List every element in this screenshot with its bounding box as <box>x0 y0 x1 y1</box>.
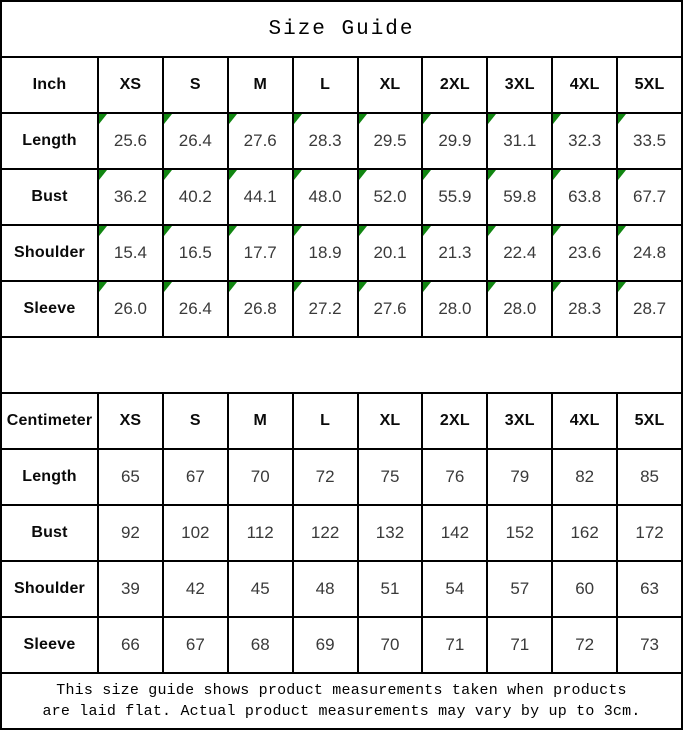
cell-flag-icon <box>553 114 561 124</box>
cell-value: 28.3 <box>308 131 342 150</box>
table-cell <box>486 114 551 168</box>
table-cell <box>551 170 616 224</box>
inch-shoulder-row <box>2 224 681 280</box>
table-cell <box>421 114 486 168</box>
cell-flag-icon <box>618 282 626 292</box>
table-cell <box>551 226 616 280</box>
table-cell <box>97 226 162 280</box>
cell-value: 29.5 <box>373 131 407 150</box>
table-cell <box>486 170 551 224</box>
column-header-xl: XL <box>357 58 422 112</box>
centimeter-sleeve-row <box>2 616 681 672</box>
table-cell <box>227 170 292 224</box>
cell-value: 24.8 <box>633 243 667 262</box>
table-cell: 65 <box>97 450 162 504</box>
cell-flag-icon <box>99 114 107 124</box>
cell-flag-icon <box>294 282 302 292</box>
cell-value: 31.1 <box>503 131 537 150</box>
cell-flag-icon <box>553 226 561 236</box>
table-cell: 48 <box>292 562 357 616</box>
table-cell: 45 <box>227 562 292 616</box>
column-header-l: L <box>292 394 357 448</box>
column-header-xs: XS <box>97 394 162 448</box>
cell-value: 63.8 <box>568 187 602 206</box>
table-cell: 102 <box>162 506 227 560</box>
cell-value: 22.4 <box>503 243 537 262</box>
cell-flag-icon <box>423 170 431 180</box>
inch-sleeve-row <box>2 280 681 336</box>
cell-flag-icon <box>488 170 496 180</box>
cell-value: 23.6 <box>568 243 602 262</box>
cell-flag-icon <box>423 226 431 236</box>
table-cell: 73 <box>616 618 681 672</box>
column-header-5xl: 5XL <box>616 58 681 112</box>
table-cell <box>97 170 162 224</box>
table-cell <box>421 226 486 280</box>
table-cell: 66 <box>97 618 162 672</box>
table-cell <box>227 226 292 280</box>
row-label: Sleeve <box>23 300 76 317</box>
table-cell: 68 <box>227 618 292 672</box>
cell-value: 27.2 <box>308 299 342 318</box>
cell-value: 17.7 <box>243 243 277 262</box>
column-header-3xl: 3XL <box>486 58 551 112</box>
column-header-3xl: 3XL <box>486 394 551 448</box>
table-cell <box>357 226 422 280</box>
column-header-m: M <box>227 394 292 448</box>
measurement-note-line2: are laid flat. Actual product measurements may vary by up to 3cm. <box>42 703 641 720</box>
cell-value: 36.2 <box>113 187 147 206</box>
cell-value: 26.4 <box>178 299 212 318</box>
table-cell <box>292 226 357 280</box>
table-cell <box>357 282 422 336</box>
table-cell: 70 <box>227 450 292 504</box>
table-cell <box>616 170 681 224</box>
table-cell <box>421 170 486 224</box>
table-cell: 85 <box>616 450 681 504</box>
cell-value: 59.8 <box>503 187 537 206</box>
inch-bust-row <box>2 168 681 224</box>
cell-value: 20.1 <box>373 243 407 262</box>
centimeter-length-row <box>2 448 681 504</box>
cell-flag-icon <box>99 282 107 292</box>
table-cell <box>162 170 227 224</box>
cell-flag-icon <box>99 170 107 180</box>
centimeter-shoulder-row <box>2 560 681 616</box>
centimeter-size-table <box>2 392 681 672</box>
cell-flag-icon <box>488 114 496 124</box>
table-cell: 112 <box>227 506 292 560</box>
cell-value: 67.7 <box>633 187 667 206</box>
table-cell <box>486 226 551 280</box>
column-header-xs: XS <box>97 58 162 112</box>
inch-size-table <box>2 56 681 336</box>
cell-value: 21.3 <box>438 243 472 262</box>
table-cell: 92 <box>97 506 162 560</box>
cell-value: 27.6 <box>243 131 277 150</box>
table-cell <box>292 170 357 224</box>
table-cell <box>486 282 551 336</box>
cell-value: 27.6 <box>373 299 407 318</box>
table-cell <box>97 282 162 336</box>
column-header-xl: XL <box>357 394 422 448</box>
cell-flag-icon <box>229 170 237 180</box>
cell-flag-icon <box>488 226 496 236</box>
table-cell: 71 <box>421 618 486 672</box>
cell-flag-icon <box>618 114 626 124</box>
cell-flag-icon <box>553 282 561 292</box>
row-label: Bust <box>31 188 68 205</box>
table-cell: 60 <box>551 562 616 616</box>
table-cell: 67 <box>162 450 227 504</box>
cell-value: 28.3 <box>568 299 602 318</box>
table-cell: 72 <box>551 618 616 672</box>
row-label: Shoulder <box>14 580 85 597</box>
table-cell <box>616 282 681 336</box>
cell-value: 26.4 <box>178 131 212 150</box>
table-cell <box>162 226 227 280</box>
table-cell <box>292 114 357 168</box>
table-cell: 132 <box>357 506 422 560</box>
column-header-2xl: 2XL <box>421 394 486 448</box>
row-label: Length <box>22 468 77 485</box>
table-cell: 162 <box>551 506 616 560</box>
table-cell <box>97 114 162 168</box>
cell-flag-icon <box>164 170 172 180</box>
table-cell: 39 <box>97 562 162 616</box>
table-cell: 57 <box>486 562 551 616</box>
column-header-5xl: 5XL <box>616 394 681 448</box>
cell-value: 26.0 <box>113 299 147 318</box>
table-cell: 70 <box>357 618 422 672</box>
row-label: Bust <box>31 524 68 541</box>
table-cell: 75 <box>357 450 422 504</box>
cell-flag-icon <box>164 282 172 292</box>
cell-flag-icon <box>294 170 302 180</box>
measurement-note-line1: This size guide shows product measurements taken when products <box>56 682 627 699</box>
table-cell <box>421 282 486 336</box>
column-header-l: L <box>292 58 357 112</box>
inch-header-row <box>2 56 681 112</box>
unit-header-centimeter: Centimeter <box>6 412 93 429</box>
measurement-note <box>2 672 681 728</box>
cell-flag-icon <box>164 226 172 236</box>
cell-flag-icon <box>229 282 237 292</box>
table-cell <box>616 226 681 280</box>
table-cell: 142 <box>421 506 486 560</box>
table-cell: 72 <box>292 450 357 504</box>
table-cell: 172 <box>616 506 681 560</box>
cell-flag-icon <box>164 114 172 124</box>
table-cell: 79 <box>486 450 551 504</box>
table-cell: 63 <box>616 562 681 616</box>
table-cell <box>227 282 292 336</box>
table-cell <box>357 170 422 224</box>
column-header-s: S <box>162 394 227 448</box>
cell-flag-icon <box>488 282 496 292</box>
cell-flag-icon <box>423 282 431 292</box>
cell-value: 15.4 <box>113 243 147 262</box>
table-cell <box>292 282 357 336</box>
cell-value: 25.6 <box>113 131 147 150</box>
table-cell <box>162 282 227 336</box>
row-label: Sleeve <box>23 636 76 653</box>
cell-flag-icon <box>294 114 302 124</box>
cell-flag-icon <box>423 114 431 124</box>
table-cell: 152 <box>486 506 551 560</box>
column-header-4xl: 4XL <box>551 394 616 448</box>
column-header-4xl: 4XL <box>551 58 616 112</box>
table-cell <box>616 114 681 168</box>
table-cell: 51 <box>357 562 422 616</box>
cell-value: 55.9 <box>438 187 472 206</box>
cell-value: 18.9 <box>308 243 342 262</box>
column-header-m: M <box>227 58 292 112</box>
unit-header-inch: Inch <box>32 76 67 93</box>
table-cell: 71 <box>486 618 551 672</box>
table-cell: 54 <box>421 562 486 616</box>
cell-flag-icon <box>359 226 367 236</box>
cell-value: 28.0 <box>503 299 537 318</box>
cell-value: 32.3 <box>568 131 602 150</box>
cell-flag-icon <box>229 226 237 236</box>
cell-value: 48.0 <box>308 187 342 206</box>
column-header-2xl: 2XL <box>421 58 486 112</box>
centimeter-header-row <box>2 392 681 448</box>
cell-flag-icon <box>618 226 626 236</box>
page-title: Size Guide <box>268 17 415 41</box>
cell-value: 44.1 <box>243 187 277 206</box>
table-cell: 69 <box>292 618 357 672</box>
table-cell: 42 <box>162 562 227 616</box>
table-cell <box>551 282 616 336</box>
table-cell <box>227 114 292 168</box>
cell-value: 26.8 <box>243 299 277 318</box>
cell-flag-icon <box>359 114 367 124</box>
cell-value: 33.5 <box>633 131 667 150</box>
centimeter-bust-row <box>2 504 681 560</box>
cell-value: 40.2 <box>178 187 212 206</box>
inch-length-row <box>2 112 681 168</box>
cell-value: 29.9 <box>438 131 472 150</box>
cell-flag-icon <box>553 170 561 180</box>
table-separator <box>2 336 681 392</box>
row-label: Shoulder <box>14 244 85 261</box>
cell-flag-icon <box>229 114 237 124</box>
table-cell: 82 <box>551 450 616 504</box>
column-header-s: S <box>162 58 227 112</box>
cell-value: 28.0 <box>438 299 472 318</box>
cell-flag-icon <box>618 170 626 180</box>
table-cell: 67 <box>162 618 227 672</box>
cell-value: 28.7 <box>633 299 667 318</box>
row-label: Length <box>22 132 77 149</box>
cell-value: 16.5 <box>178 243 212 262</box>
table-cell <box>357 114 422 168</box>
cell-flag-icon <box>99 226 107 236</box>
table-cell: 76 <box>421 450 486 504</box>
cell-flag-icon <box>359 282 367 292</box>
table-cell <box>162 114 227 168</box>
cell-flag-icon <box>294 226 302 236</box>
cell-flag-icon <box>359 170 367 180</box>
cell-value: 52.0 <box>373 187 407 206</box>
table-cell <box>551 114 616 168</box>
table-cell: 122 <box>292 506 357 560</box>
